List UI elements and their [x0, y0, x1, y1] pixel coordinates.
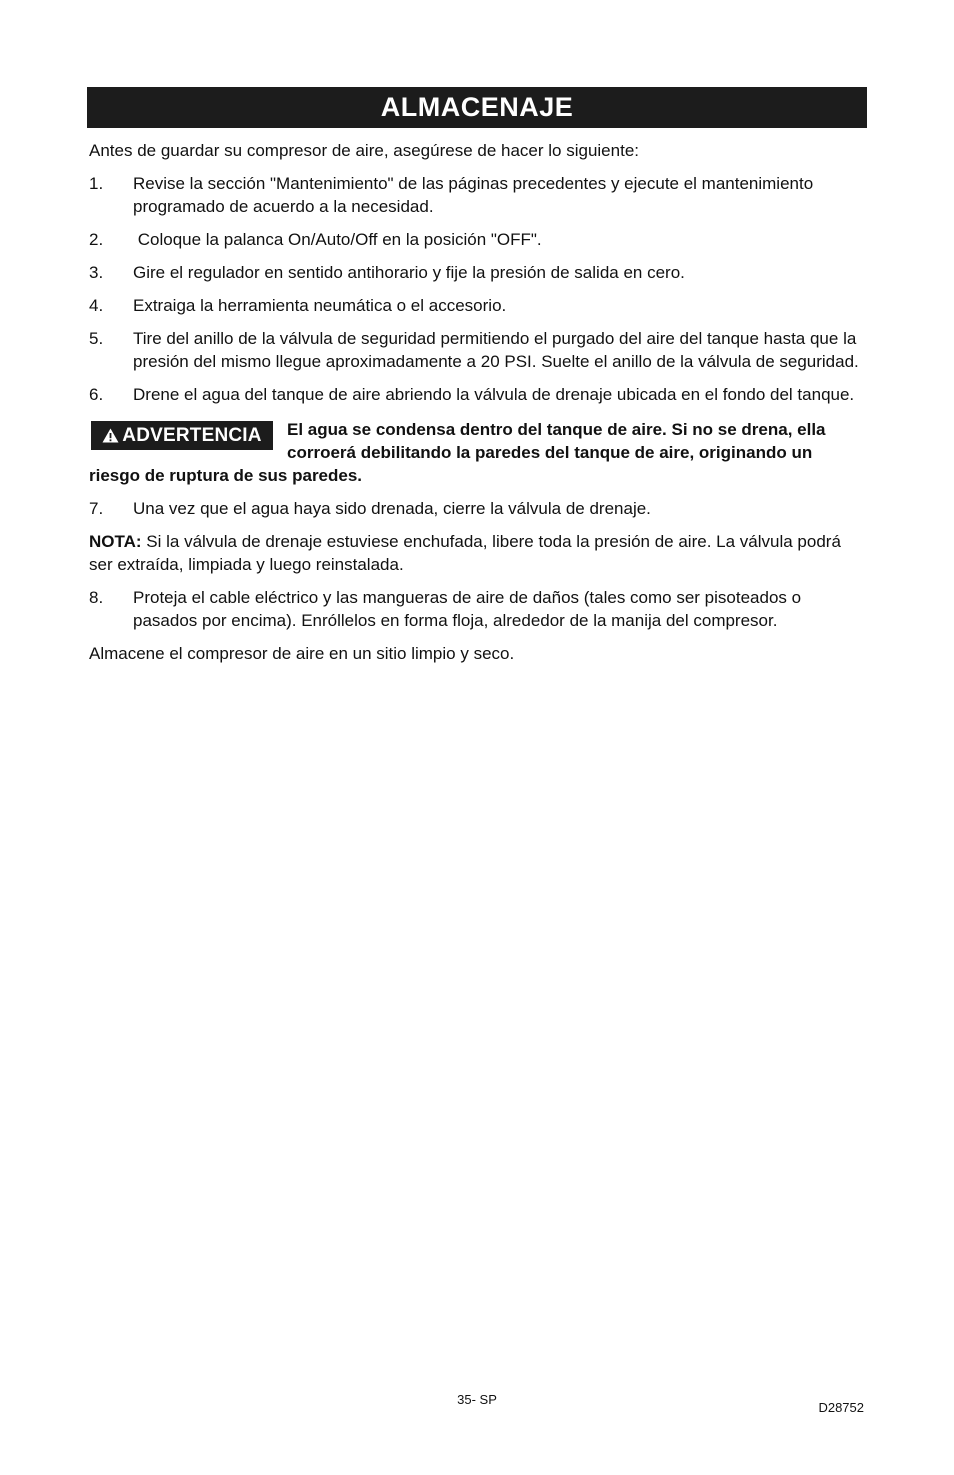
step-text: Coloque la palanca On/Auto/Off en la posición "OFF". [133, 230, 542, 249]
warning-badge [91, 421, 273, 450]
document-code: D28752 [818, 1400, 864, 1415]
list-item [89, 327, 861, 373]
step-number: 6. [89, 385, 104, 404]
closing-paragraph: Almacene el compresor de aire en un sitio limpio y seco. [89, 644, 515, 663]
step-number: 3. [89, 263, 104, 282]
step-number: 8. [89, 588, 104, 607]
step-text: Una vez que el agua haya sido drenada, cierre la válvula de drenaje. [133, 499, 651, 518]
page-number: 35- SP [457, 1392, 497, 1407]
note-text: Si la válvula de drenaje estuviese enchufada, libere toda la presión de aire. La válvula podrá ser extraída, limpiada y luego reinstalada. [89, 532, 841, 574]
page-title: ALMACENAJE [87, 87, 867, 128]
step-number: 1. [89, 174, 104, 193]
warning-triangle-icon [102, 428, 119, 443]
note-label: NOTA: [89, 532, 142, 551]
step-text: Revise la sección "Mantenimiento" de las páginas precedentes y ejecute el mantenimiento programado de acuerdo a la necesidad. [133, 174, 814, 216]
step-text: Tire del anillo de la válvula de seguridad permitiendo el purgado del aire del tanque hasta que la presión del mismo llegue aproximadamente a 20 PSI. Suelte el anillo de la válvula de seguridad. [133, 329, 859, 371]
note-paragraph [89, 530, 861, 576]
step-text: Drene el agua del tanque de aire abriendo la válvula de drenaje ubicada en el fondo del tanque. [133, 385, 855, 404]
list-item [89, 228, 861, 251]
warning-text: El agua se condensa dentro del tanque de aire. Si no se drena, ella corroerá debilitando la paredes del tanque de aire, originando un riesgo de ruptura de sus paredes. [89, 420, 826, 485]
step-text: Gire el regulador en sentido antihorario y fije la presión de salida en cero. [133, 263, 685, 282]
step-number: 5. [89, 329, 104, 348]
warning-block [89, 418, 861, 487]
step-text: Extraiga la herramienta neumática o el accesorio. [133, 296, 507, 315]
list-item [89, 261, 861, 284]
step-number: 4. [89, 296, 104, 315]
warning-label: ADVERTENCIA [122, 425, 262, 446]
list-item [89, 497, 861, 520]
step-number: 2. [89, 230, 104, 249]
list-item [89, 172, 861, 218]
step-text: Proteja el cable eléctrico y las mangueras de aire de daños (tales como ser pisoteados o pasados por encima). Enróllelos en forma floja, alrededor de la manija del compresor. [133, 588, 802, 630]
step-number: 7. [89, 499, 104, 518]
list-item [89, 294, 861, 317]
list-item [89, 586, 861, 632]
list-item [89, 383, 861, 406]
document-body [89, 139, 861, 665]
intro-paragraph: Antes de guardar su compresor de aire, asegúrese de hacer lo siguiente: [89, 141, 639, 160]
